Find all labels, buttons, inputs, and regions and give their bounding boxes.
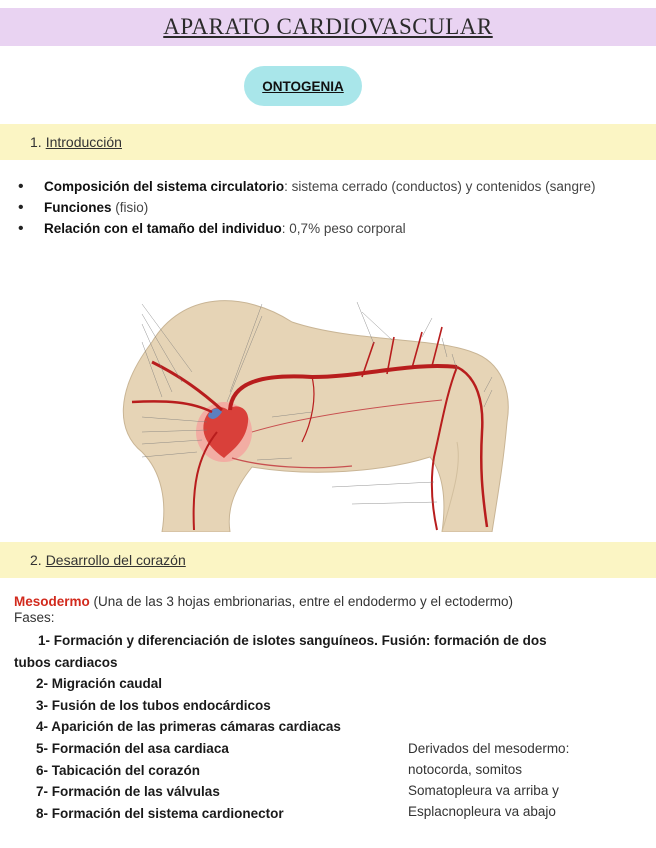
list-item: 1- Formación y diferenciación de islotes sanguíneos. Fusión: formación de dos <box>38 633 547 648</box>
bullet-term: Funciones <box>44 200 112 215</box>
title-banner <box>0 8 656 46</box>
section-title: Introducción <box>45 134 122 150</box>
section-number: 1. <box>30 134 42 150</box>
section-number: 2. <box>30 552 42 568</box>
topic-badge: ONTOGENIA <box>244 66 362 106</box>
list-item: 4- Aparición de las primeras cámaras cardiacas <box>36 719 341 735</box>
note-line: notocorda, somitos <box>408 762 523 777</box>
bullet-term: Relación con el tamaño del individuo <box>44 221 282 236</box>
section-heading-introduccion <box>0 124 656 160</box>
section-title: Desarrollo del corazón <box>45 552 186 568</box>
mesodermo-definition <box>14 592 634 612</box>
list-item: 6- Tabicación del corazón <box>36 762 201 778</box>
mesodermo-term: Mesodermo <box>14 594 90 609</box>
list-item: tubos cardiacos <box>14 654 118 670</box>
derivados-note <box>408 738 628 822</box>
bullet-term: Composición del sistema circulatorio <box>44 179 285 194</box>
list-item: 5- Formación del asa cardiaca <box>36 740 229 756</box>
page-title: APARATO CARDIOVASCULAR <box>163 14 493 39</box>
list-item <box>18 197 638 218</box>
list-item: 2- Migración caudal <box>36 676 163 692</box>
list-item: 7- Formación de las válvulas <box>36 784 220 800</box>
cardiovascular-anatomy-illustration <box>112 282 515 532</box>
note-line: Esplacnopleura va abajo <box>408 804 556 819</box>
bullet-text: (fisio) <box>111 200 149 215</box>
note-line: Derivados del mesodermo: <box>408 741 570 756</box>
bullet-text: : 0,7% peso corporal <box>281 221 406 236</box>
note-line: Somatopleura va arriba y <box>408 783 559 798</box>
bullet-text: : sistema cerrado (conductos) y contenidos (sangre) <box>284 179 596 194</box>
list-item: 8- Formación del sistema cardionector <box>36 805 284 821</box>
mesodermo-description: (Una de las 3 hojas embrionarias, entre el endodermo y el ectodermo) <box>89 594 514 609</box>
list-item: 3- Fusión de los tubos endocárdicos <box>36 697 271 713</box>
list-item <box>18 218 638 239</box>
list-item <box>18 176 638 197</box>
fases-label: Fases: <box>14 610 55 625</box>
section-heading-desarrollo <box>0 542 656 578</box>
intro-bullet-list <box>18 176 638 239</box>
